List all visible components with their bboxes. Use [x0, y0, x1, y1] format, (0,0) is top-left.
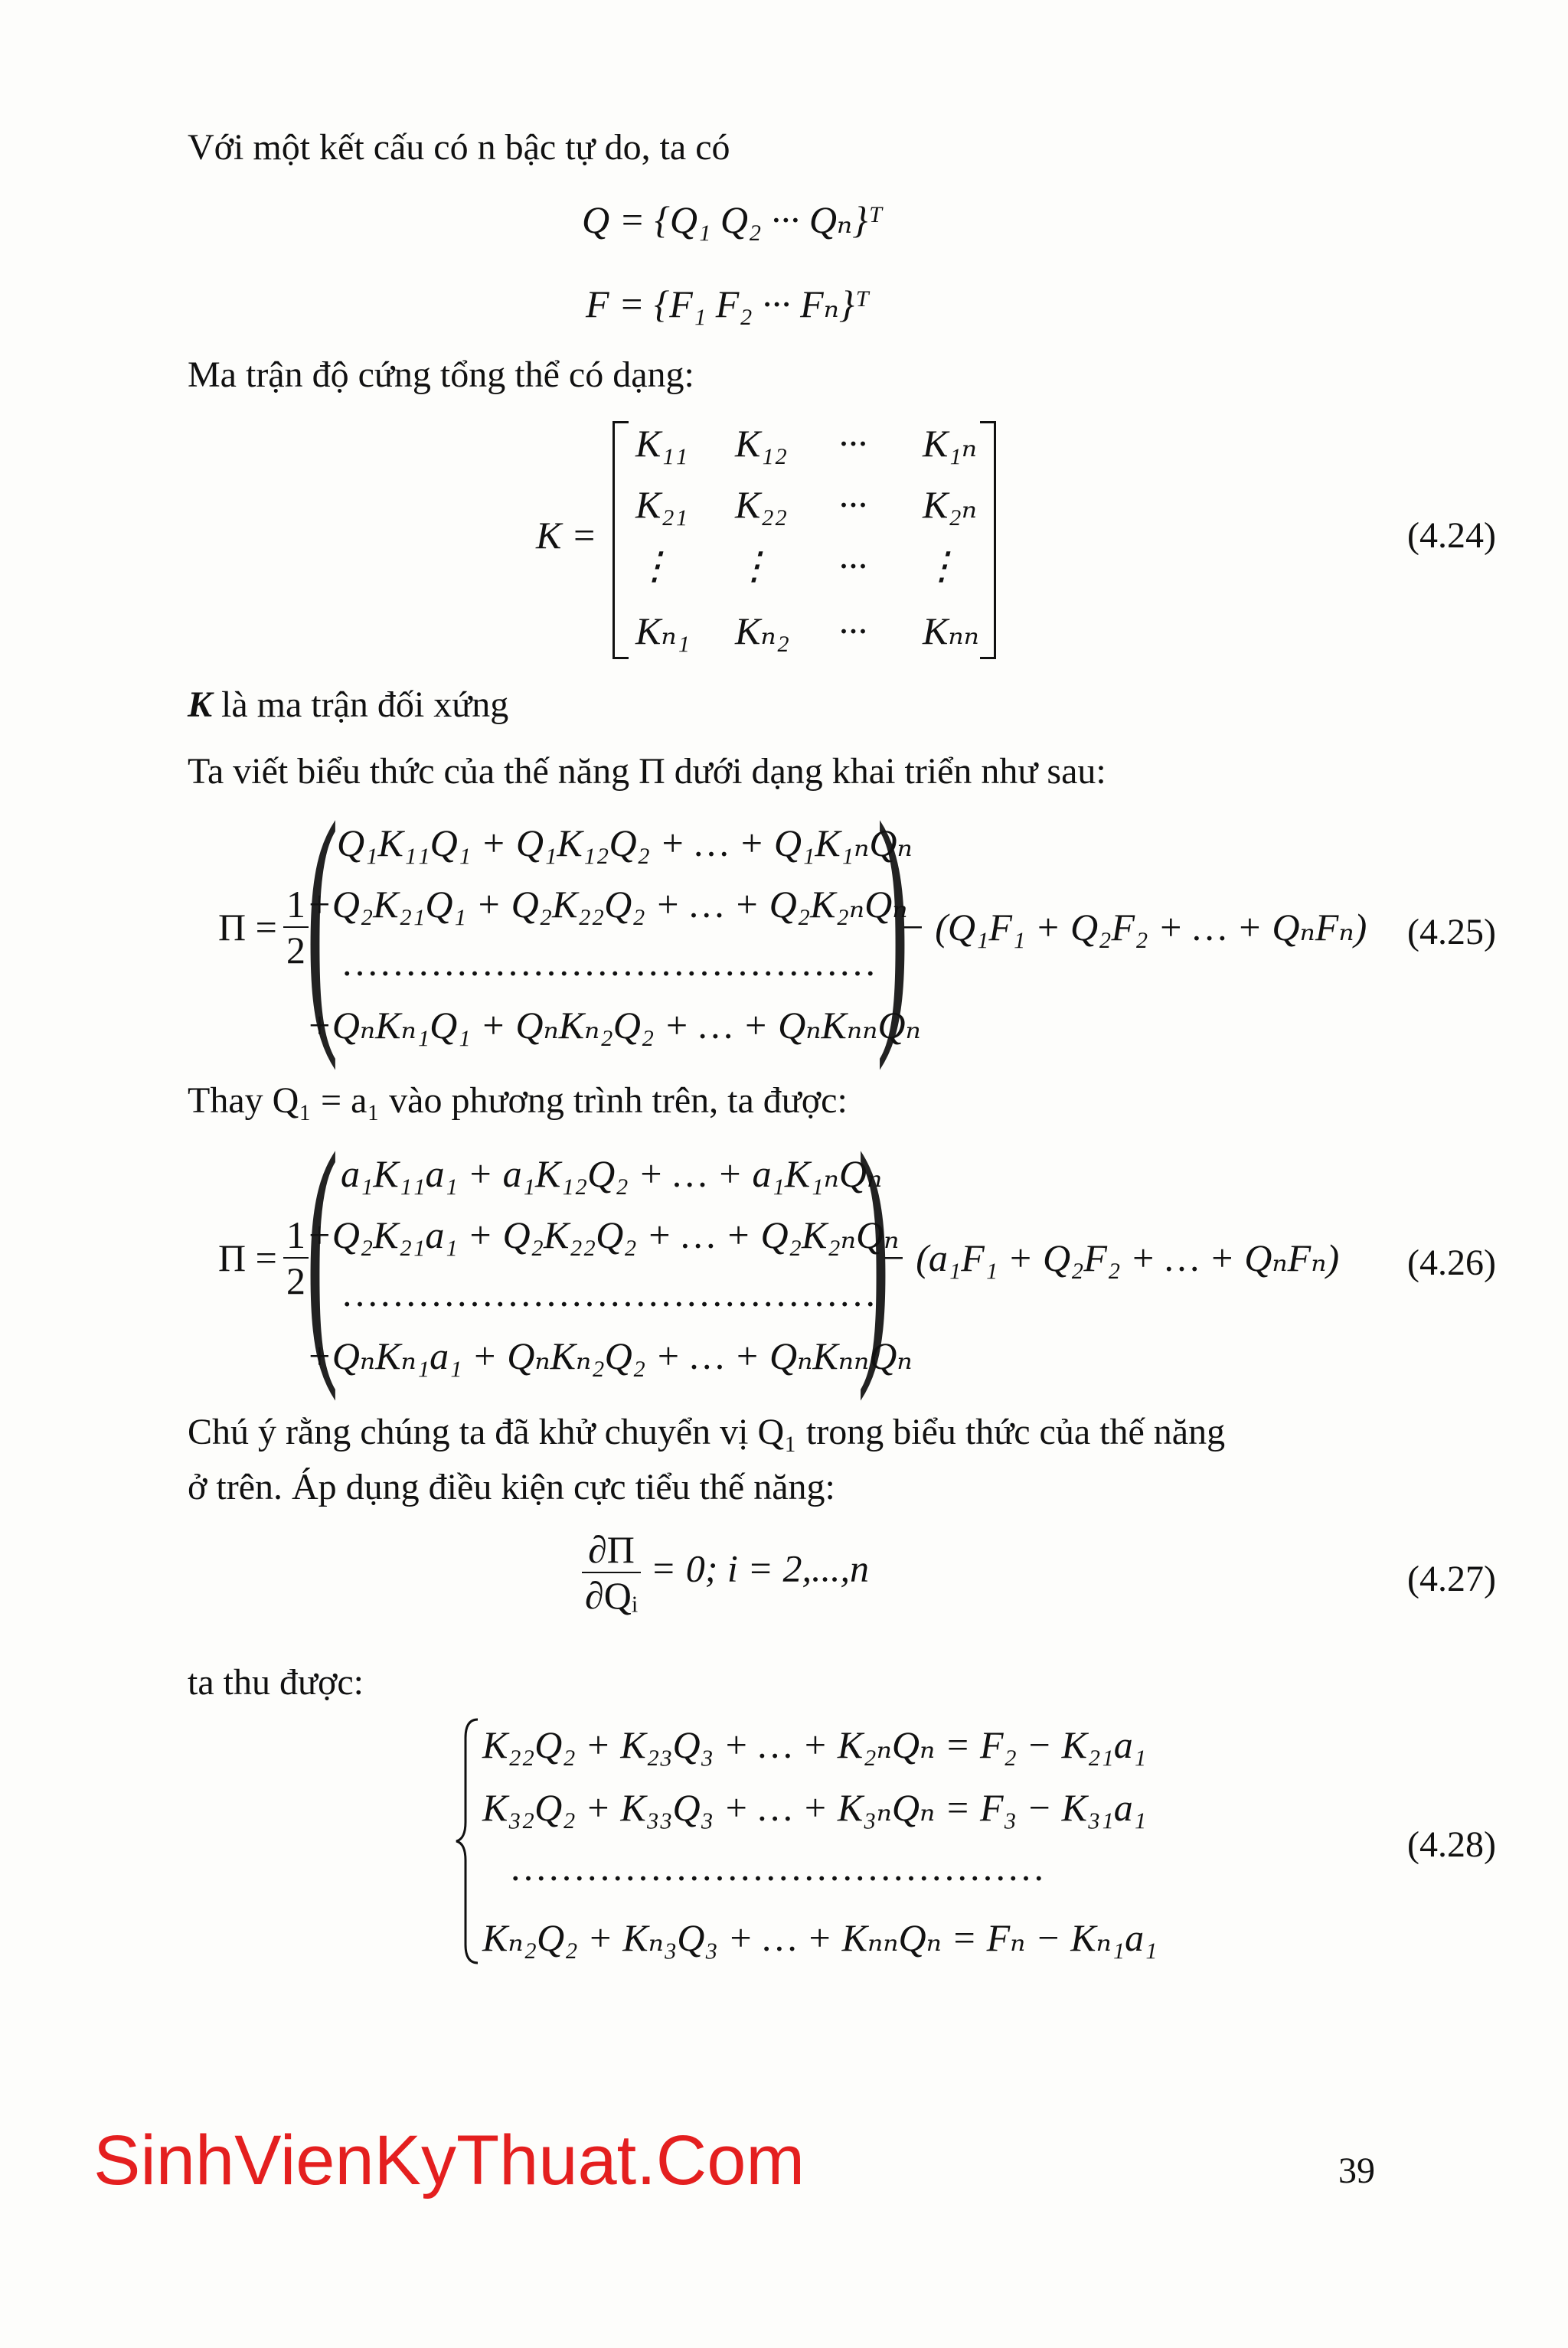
potential-intro: Ta viết biểu thức của thế năng Π dưới dạng khai triển như sau: [188, 751, 1106, 792]
watermark-logo: SinhVienKyThuat.Com [93, 2121, 805, 2199]
matrix-cell: Kₙ₁ [635, 609, 690, 652]
substitution-line: Thay Q₁ = a₁ vào phương trình trên, ta được: [188, 1080, 848, 1121]
eq428-row-3: …………………………………… [509, 1846, 1045, 1889]
matrix-lhs: K = [536, 514, 597, 557]
eq426-row-2: +Q₂K₂₁a₁ + Q₂K₂₂Q₂ + … + Q₂K₂ₙQₙ [306, 1213, 900, 1256]
eq426-right-paren: ) [858, 1096, 890, 1402]
eq426-tail: − (a₁F₁ + Q₂F₂ + … + QₙFₙ) [880, 1236, 1340, 1279]
matrix-cell: K₁ₙ [923, 422, 977, 465]
equation-4-27 [582, 1527, 869, 1618]
matrix-cell: Kₙₙ [923, 609, 979, 652]
matrix-cell: K₂ₙ [923, 483, 977, 526]
eq425-row-1: Q₁K₁₁Q₁ + Q₁K₁₂Q₂ + … + Q₁K₁ₙQₙ [337, 821, 913, 864]
eq428-row-2: K₃₂Q₂ + K₃₃Q₃ + … + K₃ₙQₙ = F₃ − K₃₁a₁ [482, 1786, 1147, 1829]
equation-number-4-27: (4.27) [1407, 1559, 1496, 1599]
page-number: 39 [1338, 2150, 1375, 2191]
result-intro: ta thu được: [188, 1662, 364, 1703]
eq425-half-num: 1 [283, 882, 309, 928]
eq427-denominator: ∂Qᵢ [585, 1574, 638, 1617]
matrix-cell: ··· [838, 483, 867, 526]
equation-number-4-25: (4.25) [1407, 912, 1496, 952]
eq426-row-1: a₁K₁₁a₁ + a₁K₁₂Q₂ + … + a₁K₁ₙQₙ [341, 1152, 883, 1195]
stiffness-matrix [528, 413, 1018, 666]
eq426-half-num: 1 [283, 1213, 309, 1259]
symmetric-note-text: là ma trận đối xứng [212, 684, 509, 725]
matrix-cell: K₁₁ [635, 422, 688, 465]
symmetric-note [188, 684, 508, 726]
intro-line: Với một kết cấu có n bậc tự do, ta có [188, 127, 730, 168]
matrix-left-bracket [612, 421, 629, 659]
eq426-row-3: …………………………………… [341, 1272, 877, 1314]
eq426-left-paren: ( [306, 1096, 338, 1402]
matrix-cell: ··· [838, 544, 867, 587]
eq425-right-paren: ) [877, 766, 909, 1071]
matrix-cell: ··· [838, 422, 867, 465]
eq425-lhs: Π = [218, 906, 277, 949]
eq425-tail: − (Q₁F₁ + Q₂F₂ + … + QₙFₙ) [900, 906, 1367, 949]
note-line-2: ở trên. Áp dụng điều kiện cực tiểu thế năng: [188, 1467, 835, 1507]
eq425-row-2: +Q₂K₂₁Q₁ + Q₂K₂₂Q₂ + … + Q₂K₂ₙQₙ [306, 883, 908, 926]
matrix-cell: K₂₁ [635, 483, 688, 526]
eq425-left-paren: ( [306, 766, 338, 1071]
matrix-cell: ⋮ [923, 544, 961, 587]
eq425-half-fraction [283, 882, 309, 972]
eq427-numerator: ∂Π [582, 1527, 641, 1573]
eq427-rest: = 0; i = 2,...,n [650, 1546, 870, 1590]
matrix-intro: Ma trận độ cứng tổng thể có dạng: [188, 354, 694, 395]
eq428-row-1: K₂₂Q₂ + K₂₃Q₃ + … + K₂ₙQₙ = F₂ − K₂₁a₁ [482, 1723, 1147, 1766]
eq426-lhs: Π = [218, 1236, 277, 1279]
eq428-left-brace [452, 1715, 482, 1968]
equation-4-28 [452, 1715, 1158, 1975]
symmetric-note-bold: K [188, 684, 213, 725]
matrix-cell: ⋮ [635, 544, 674, 587]
equation-f-vector: F = {F₁ F₂ ··· Fₙ}ᵀ [586, 282, 870, 325]
matrix-cell: ··· [838, 609, 867, 652]
note-line-1: Chú ý rằng chúng ta đã khử chuyển vị Q₁ trong biểu thức của thế năng [188, 1412, 1226, 1452]
equation-number-4-24: (4.24) [1407, 515, 1496, 556]
equation-number-4-28: (4.28) [1407, 1824, 1496, 1865]
eq425-row-4: +QₙKₙ₁Q₁ + QₙKₙ₂Q₂ + … + QₙKₙₙQₙ [306, 1004, 921, 1047]
eq426-row-4: +QₙKₙ₁a₁ + QₙKₙ₂Q₂ + … + QₙKₙₙQₙ [306, 1334, 913, 1377]
equation-number-4-26: (4.26) [1407, 1243, 1496, 1283]
eq425-row-3: …………………………………… [341, 941, 877, 984]
eq426-half-den: 2 [286, 1259, 305, 1302]
matrix-right-bracket [980, 421, 996, 659]
eq428-row-4: Kₙ₂Q₂ + Kₙ₃Q₃ + … + KₙₙQₙ = Fₙ − Kₙ₁a₁ [482, 1916, 1158, 1959]
matrix-cell: K₂₂ [735, 483, 788, 526]
matrix-cell: K₁₂ [735, 422, 788, 465]
matrix-cell: ⋮ [735, 544, 773, 587]
matrix-cell: Kₙ₂ [735, 609, 789, 652]
eq425-half-den: 2 [286, 929, 305, 972]
eq426-half-fraction [283, 1213, 309, 1303]
equation-q-vector: Q = {Q₁ Q₂ ··· Qₙ}ᵀ [582, 198, 883, 241]
